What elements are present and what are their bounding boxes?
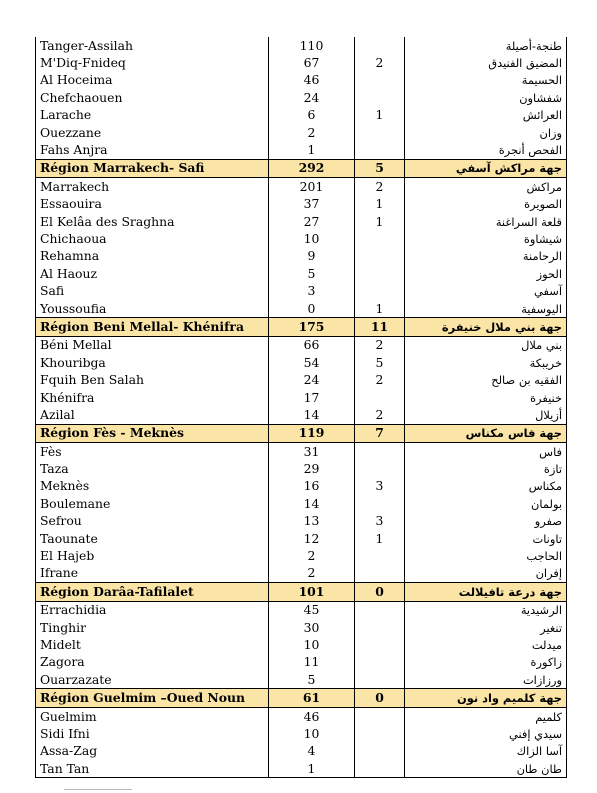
table-row [36,89,567,106]
extra-cell [355,442,405,460]
extra-cell [355,460,405,477]
extra-cell: 2 [355,406,405,424]
arabic-name-cell: تاونات [405,530,567,547]
count-cell: 6 [269,107,355,124]
extra-cell: 1 [355,300,405,318]
arabic-name-cell: جهة درعة تافيلالت [405,583,567,601]
name-cell: Tinghir [36,619,269,636]
arabic-name-cell: الحوز [405,265,567,282]
name-cell: Région Beni Mellal- Khénifra [36,318,269,336]
extra-cell: 2 [355,178,405,196]
table-row [36,354,567,371]
arabic-name-cell: شيشاوة [405,230,567,247]
name-cell: Midelt [36,636,269,653]
extra-cell: 2 [355,54,405,71]
name-cell: Tanger-Assilah [36,37,269,54]
name-cell: Ouarzazate [36,671,269,689]
footer-rule [64,789,132,790]
extra-cell: 5 [355,354,405,371]
table-row [36,300,567,318]
count-cell: 27 [269,213,355,230]
table-row [36,478,567,495]
name-cell: Marrakech [36,178,269,196]
arabic-name-cell: بولمان [405,495,567,512]
extra-cell: 3 [355,513,405,530]
table-row [36,107,567,124]
table-row [36,442,567,460]
table-row [36,636,567,653]
arabic-name-cell: العرائش [405,107,567,124]
table-row [36,406,567,424]
name-cell: Safi [36,282,269,299]
arabic-name-cell: طنجة-أصيلة [405,37,567,54]
extra-cell [355,389,405,406]
table-body [36,37,567,778]
table-row [36,565,567,583]
extra-cell: 1 [355,196,405,213]
count-cell: 46 [269,72,355,89]
extra-cell: 1 [355,107,405,124]
table-row [36,743,567,760]
name-cell: M'Diq-Fnideq [36,54,269,71]
name-cell: Ouezzane [36,124,269,141]
extra-cell [355,124,405,141]
table-row [36,54,567,71]
extra-cell [355,565,405,583]
count-cell: 1 [269,760,355,778]
table-row [36,619,567,636]
name-cell: Boulemane [36,495,269,512]
name-cell: Rehamna [36,248,269,265]
count-cell: 4 [269,743,355,760]
count-cell: 30 [269,619,355,636]
name-cell: Fquih Ben Salah [36,371,269,388]
extra-cell [355,743,405,760]
name-cell: Ifrane [36,565,269,583]
name-cell: Sidi Ifni [36,725,269,742]
arabic-name-cell: جهة بني ملال خنيفرة [405,318,567,336]
extra-cell: 5 [355,159,405,177]
name-cell: Tan Tan [36,760,269,778]
name-cell: El Kelâa des Sraghna [36,213,269,230]
arabic-name-cell: قلعة السراغنة [405,213,567,230]
table-row [36,671,567,689]
extra-cell: 0 [355,583,405,601]
count-cell: 5 [269,671,355,689]
count-cell: 14 [269,495,355,512]
count-cell: 292 [269,159,355,177]
count-cell: 2 [269,547,355,564]
table-row [36,460,567,477]
count-cell: 110 [269,37,355,54]
table-row [36,178,567,196]
table-row [36,707,567,725]
count-cell: 5 [269,265,355,282]
name-cell: Errachidia [36,601,269,619]
arabic-name-cell: الحسيمة [405,72,567,89]
arabic-name-cell: زاكورة [405,654,567,671]
name-cell: Larache [36,107,269,124]
arabic-name-cell: اليوسفية [405,300,567,318]
extra-cell: 1 [355,530,405,547]
region-header-row [36,583,567,601]
count-cell: 2 [269,124,355,141]
name-cell: Guelmim [36,707,269,725]
count-cell: 10 [269,725,355,742]
arabic-name-cell: تازة [405,460,567,477]
extra-cell: 1 [355,213,405,230]
count-cell: 29 [269,460,355,477]
table-row [36,336,567,354]
extra-cell: 0 [355,689,405,707]
arabic-name-cell: مراكش [405,178,567,196]
arabic-name-cell: جهة فاس مكناس [405,424,567,442]
name-cell: Khénifra [36,389,269,406]
arabic-name-cell: الرشيدية [405,601,567,619]
count-cell: 46 [269,707,355,725]
name-cell: Chefchaouen [36,89,269,106]
name-cell: Taounate [36,530,269,547]
arabic-name-cell: الصويرة [405,196,567,213]
extra-cell [355,265,405,282]
table-row [36,725,567,742]
extra-cell: 7 [355,424,405,442]
arabic-name-cell: الرحامنة [405,248,567,265]
arabic-name-cell: الفقيه بن صالح [405,371,567,388]
table-row [36,495,567,512]
name-cell: Zagora [36,654,269,671]
name-cell: Chichaoua [36,230,269,247]
table-row [36,547,567,564]
arabic-name-cell: الحاجب [405,547,567,564]
extra-cell [355,760,405,778]
count-cell: 2 [269,565,355,583]
count-cell: 119 [269,424,355,442]
table-row [36,389,567,406]
count-cell: 37 [269,196,355,213]
name-cell: Assa-Zag [36,743,269,760]
arabic-name-cell: وزان [405,124,567,141]
table-row [36,265,567,282]
name-cell: Région Darâa-Tafilalet [36,583,269,601]
count-cell: 175 [269,318,355,336]
count-cell: 17 [269,389,355,406]
count-cell: 201 [269,178,355,196]
arabic-name-cell: صفرو [405,513,567,530]
extra-cell: 11 [355,318,405,336]
arabic-name-cell: المضيق الفنيدق [405,54,567,71]
name-cell: Essaouira [36,196,269,213]
arabic-name-cell: شفشاون [405,89,567,106]
arabic-name-cell: طان طان [405,760,567,778]
arabic-name-cell: خنيفرة [405,389,567,406]
arabic-name-cell: آسا الزاك [405,743,567,760]
count-cell: 0 [269,300,355,318]
count-cell: 54 [269,354,355,371]
count-cell: 11 [269,654,355,671]
count-cell: 101 [269,583,355,601]
extra-cell [355,495,405,512]
extra-cell [355,282,405,299]
extra-cell: 3 [355,478,405,495]
count-cell: 24 [269,89,355,106]
extra-cell [355,601,405,619]
name-cell: Youssoufia [36,300,269,318]
extra-cell [355,141,405,159]
arabic-name-cell: مكناس [405,478,567,495]
arabic-name-cell: إفران [405,565,567,583]
count-cell: 16 [269,478,355,495]
arabic-name-cell: تنغير [405,619,567,636]
extra-cell: 2 [355,336,405,354]
arabic-name-cell: أزيلال [405,406,567,424]
count-cell: 12 [269,530,355,547]
count-cell: 1 [269,141,355,159]
regional-data-table [35,37,567,778]
table-row [36,530,567,547]
table-row [36,72,567,89]
name-cell: Béni Mellal [36,336,269,354]
arabic-name-cell: فاس [405,442,567,460]
count-cell: 67 [269,54,355,71]
count-cell: 3 [269,282,355,299]
extra-cell [355,671,405,689]
table-row [36,230,567,247]
arabic-name-cell: ورزازات [405,671,567,689]
count-cell: 45 [269,601,355,619]
name-cell: Meknès [36,478,269,495]
region-header-row [36,159,567,177]
arabic-name-cell: كلميم [405,707,567,725]
name-cell: Région Fès - Meknès [36,424,269,442]
count-cell: 24 [269,371,355,388]
table-row [36,196,567,213]
name-cell: El Hajeb [36,547,269,564]
extra-cell [355,72,405,89]
extra-cell [355,619,405,636]
table-row [36,513,567,530]
name-cell: Région Marrakech- Safi [36,159,269,177]
name-cell: Taza [36,460,269,477]
count-cell: 10 [269,230,355,247]
count-cell: 13 [269,513,355,530]
count-cell: 10 [269,636,355,653]
arabic-name-cell: بني ملال [405,336,567,354]
extra-cell [355,707,405,725]
arabic-name-cell: آسفي [405,282,567,299]
name-cell: Région Guelmim –Oued Noun [36,689,269,707]
count-cell: 31 [269,442,355,460]
name-cell: Al Hoceima [36,72,269,89]
extra-cell [355,89,405,106]
region-header-row [36,689,567,707]
extra-cell [355,654,405,671]
extra-cell [355,547,405,564]
arabic-name-cell: جهة مراكش آسفي [405,159,567,177]
arabic-name-cell: جهة كلميم واد نون [405,689,567,707]
name-cell: Sefrou [36,513,269,530]
table-row [36,124,567,141]
table-row [36,141,567,159]
name-cell: Azilal [36,406,269,424]
count-cell: 9 [269,248,355,265]
arabic-name-cell: سيدي إفني [405,725,567,742]
table-row [36,248,567,265]
table-row [36,601,567,619]
extra-cell [355,636,405,653]
table-row [36,282,567,299]
table-row [36,213,567,230]
region-header-row [36,318,567,336]
count-cell: 66 [269,336,355,354]
name-cell: Al Haouz [36,265,269,282]
table-row [36,37,567,54]
count-cell: 14 [269,406,355,424]
table-row [36,654,567,671]
extra-cell [355,248,405,265]
name-cell: Fahs Anjra [36,141,269,159]
name-cell: Fès [36,442,269,460]
arabic-name-cell: ميدلت [405,636,567,653]
extra-cell [355,725,405,742]
arabic-name-cell: الفحص أنجرة [405,141,567,159]
extra-cell: 2 [355,371,405,388]
arabic-name-cell: خريبكة [405,354,567,371]
extra-cell [355,230,405,247]
table-row [36,371,567,388]
count-cell: 61 [269,689,355,707]
region-header-row [36,424,567,442]
name-cell: Khouribga [36,354,269,371]
table-row [36,760,567,778]
extra-cell [355,37,405,54]
